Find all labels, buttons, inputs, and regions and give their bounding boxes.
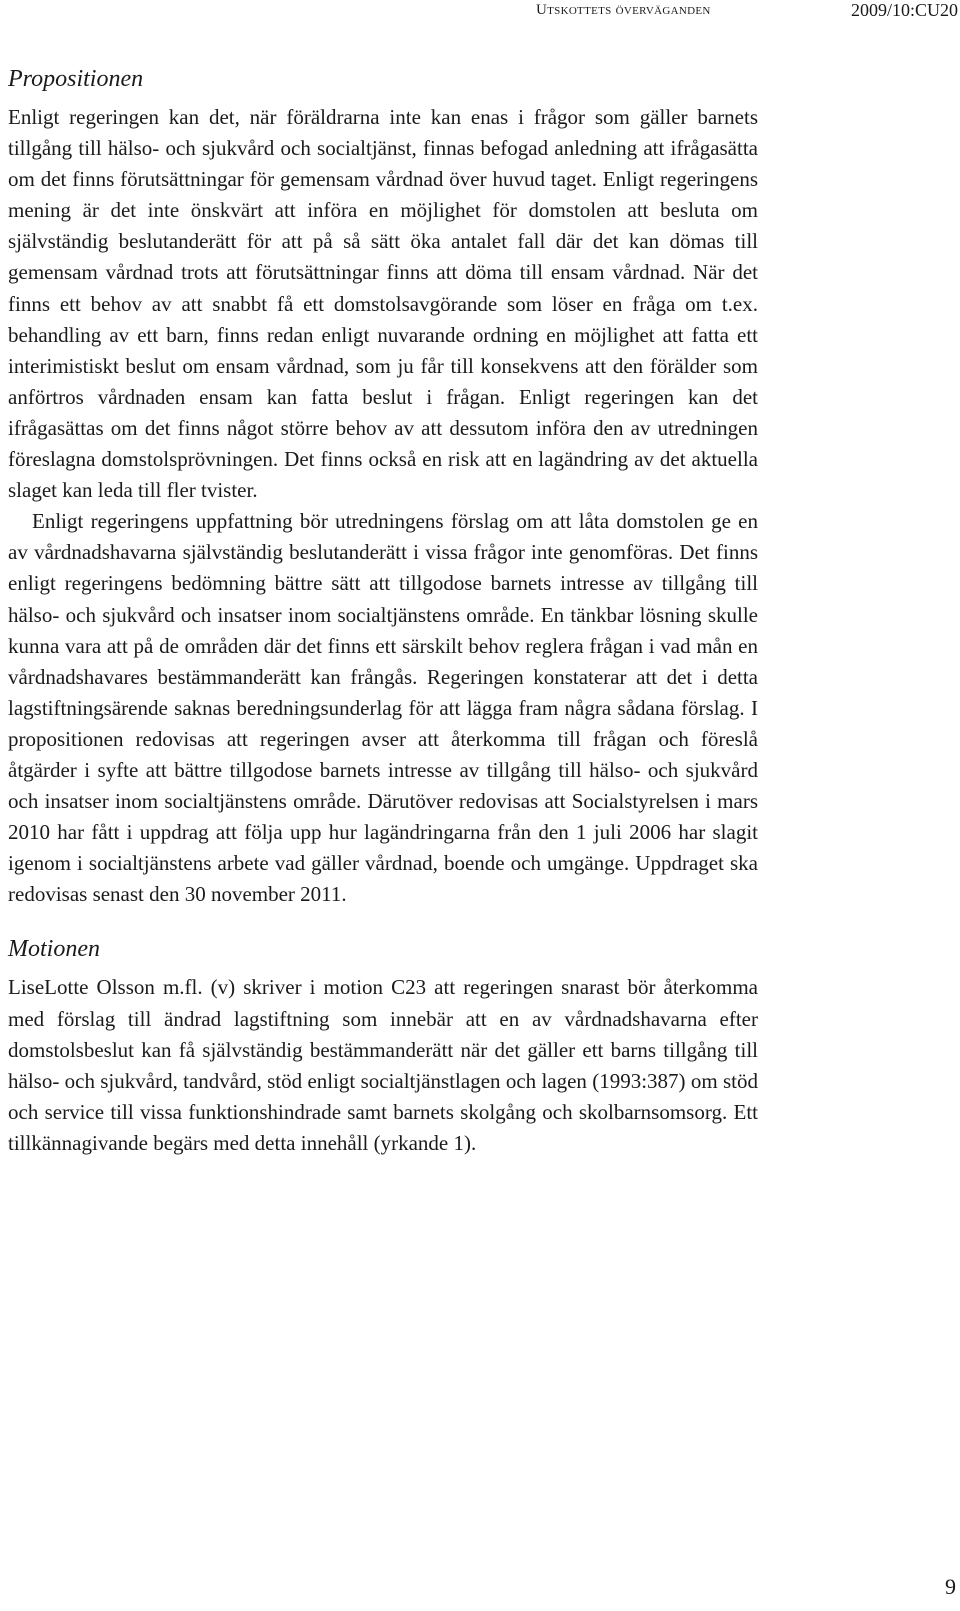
header-section-title: Utskottets överväganden [536, 2, 711, 18]
running-header [0, 0, 960, 40]
page-number: 9 [945, 1574, 956, 1599]
section-motionen [8, 934, 758, 1159]
header-document-id: 2009/10:CU20 [850, 0, 958, 20]
section-heading: Propositionen [8, 66, 144, 92]
body-paragraph: LiseLotte Olsson m.fl. (v) skriver i motion C23 att regeringen snarast bör återkomma med förslag till ändrad lagstiftning som innebär att en av vårdnadshavarna efter domstolsbeslut kan få självständig bestämmanderätt när det gäller ett barns tillgång till hälso- och sjukvård, tandvård, stöd enligt socialtjänstlagen och lagen (1993:387) om stöd och service till vissa funktionshindrade samt barnets skolgång och skolbarnsomsorg. Ett tillkännagivande begärs med detta innehåll (yrkande 1). [8, 975, 758, 1155]
body-paragraph: Enligt regeringen kan det, när föräldrarna inte kan enas i frågor som gäller barnets tillgång till hälso- och sjukvård och socialtjänst, finnas befogad anledning att ifrågasätta om det finns förutsättningar för gemensam vårdnad över huvud taget. Enligt regeringens mening är det inte önskvärt att införa en möjlighet för domstolen att besluta om självständig beslutanderätt för att på så sätt öka antalet fall där det kan dömas till gemensam vårdnad trots att förutsättningar finns att döma till ensam vårdnad. När det finns ett behov av att snabbt få ett domstolsavgörande som löser en fråga om t.ex. behandling av ett barn, finns redan enligt nuvarande ordning en möjlighet att fatta ett interimistiskt beslut om ensam vårdnad, som ju får till konsekvens att den förälder som anförtros vårdnaden ensam kan fatta beslut i frågan. Enligt regeringen kan det ifrågasättas om det finns något större behov av att dessutom införa den av utredningen föreslagna domstolsprövningen. Det finns också en risk att en lagändring av det aktuella slaget kan leda till fler tvister. [8, 105, 758, 503]
section-propositionen [8, 64, 758, 910]
body-paragraph: Enligt regeringens uppfattning bör utredningens förslag om att låta domstolen ge en av vårdnadshavarna självständig beslutanderätt i vissa frågor inte genomföras. Det finns enligt regeringens bedömning bättre sätt att tillgodose barnets intresse av tillgång till hälso- och sjukvård och insatser inom socialtjänstens område. En tänkbar lösning skulle kunna vara att på de områden där det finns ett särskilt behov reglera frågan i vad mån en vårdnadshavares bestämmanderätt kan frångås. Regeringen konstaterar att det i detta lagstiftningsärende saknas beredningsunderlag för att lägga fram några sådana förslag. I propositionen redovisas att regeringen avser att återkomma till frågan och föreslå åtgärder i syfte att bättre tillgodose barnets intresse av tillgång till hälso- och sjukvård och insatser inom socialtjänstens område. Därutöver redovisas att Socialstyrelsen i mars 2010 har fått i uppdrag att följa upp hur lagändringarna från den 1 juli 2006 har slagit igenom i socialtjänstens arbete vad gäller vårdnad, boende och umgänge. Uppdraget ska redovisas senast den 30 november 2011. [8, 509, 758, 907]
section-heading: Motionen [8, 936, 100, 963]
page-content [8, 64, 758, 1159]
